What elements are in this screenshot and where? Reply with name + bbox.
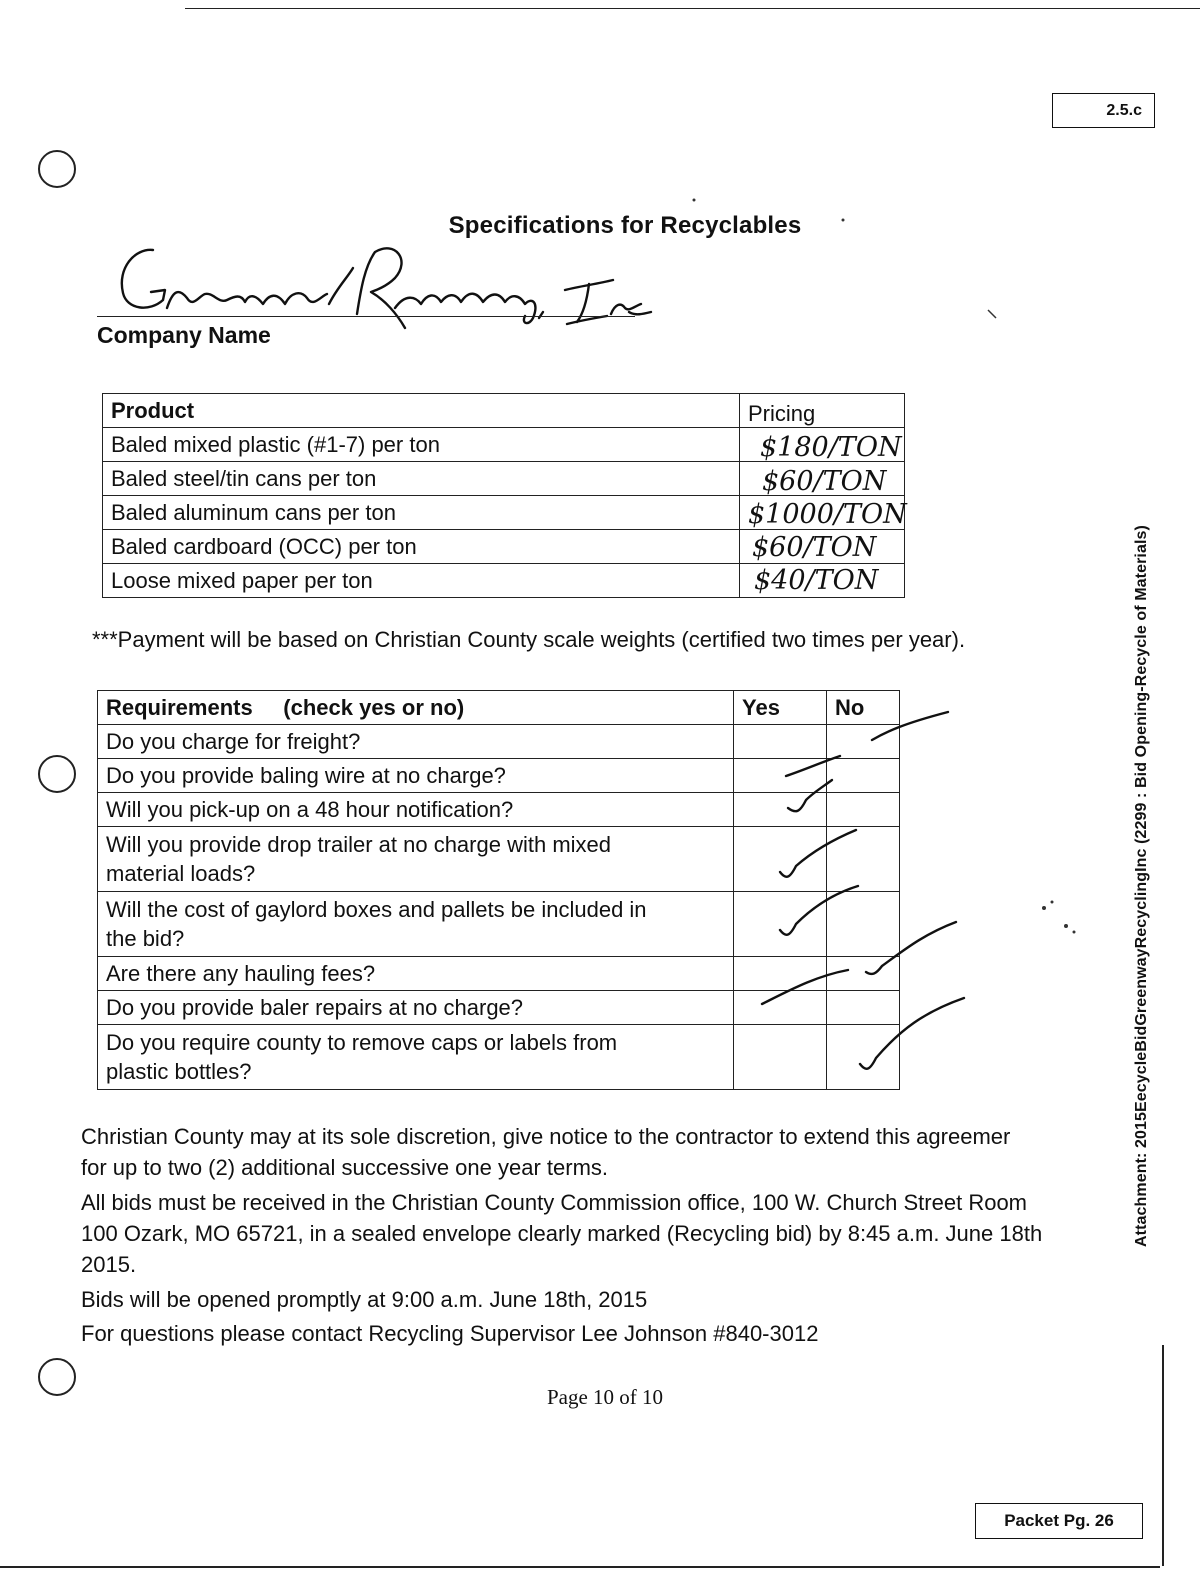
submission-instructions: All bids must be received in the Christian County Commission office, 100 W. Church Street Room — [81, 1190, 1027, 1215]
table-row — [98, 991, 900, 1025]
requirement-text — [98, 991, 734, 1025]
page-title: Specifications for Recyclables — [448, 212, 802, 239]
requirement-line: Do you provide baling wire at no charge? — [106, 762, 506, 788]
item-number-badge: 2.5.c — [1052, 93, 1155, 128]
attachment-sidebar-text: Attachment: 2015EecycleBidGreenwayRecyclingInc (2299 : Bid Opening-Recycle of Materials) — [1133, 525, 1150, 1247]
handwritten-price: $40/TON — [754, 565, 879, 596]
table-row — [103, 496, 905, 530]
handwritten-price: $1000/TON — [748, 499, 907, 530]
requirement-text — [98, 793, 734, 827]
yes-checkbox-cell[interactable] — [734, 1025, 827, 1090]
no-checkbox-cell[interactable] — [827, 991, 900, 1025]
company-name-line — [97, 316, 635, 317]
packet-page-badge: Packet Pg. 26 — [975, 1503, 1143, 1539]
table-row — [98, 793, 900, 827]
page-edge-top — [185, 8, 1200, 9]
requirement-text — [98, 827, 734, 892]
table-header-row — [98, 691, 900, 725]
requirement-text — [98, 957, 734, 991]
yes-checkbox-cell[interactable] — [734, 957, 827, 991]
table-row — [98, 957, 900, 991]
company-name-label: Company Name — [97, 322, 271, 348]
extension-clause-cont: for up to two (2) additional successive one year terms. — [81, 1155, 609, 1180]
no-checkbox-cell[interactable] — [827, 957, 900, 991]
page-number: Page 10 of 10 — [546, 1385, 664, 1409]
submission-year: 2015. — [81, 1252, 137, 1277]
requirement-line: Will the cost of gaylord boxes and pallets be included in — [106, 897, 647, 922]
no-checkbox-cell[interactable] — [827, 1025, 900, 1090]
requirement-line: Will you provide drop trailer at no charge with mixed — [106, 832, 612, 857]
bid-opening-note: Bids will be opened promptly at 9:00 a.m. June 18th, 2015 — [81, 1287, 648, 1312]
page-edge-right — [1162, 1345, 1164, 1566]
price-cell — [740, 462, 905, 496]
yes-checkbox-cell[interactable] — [734, 793, 827, 827]
no-checkbox-cell[interactable] — [827, 759, 900, 793]
extension-clause: Christian County may at its sole discretion, give notice to the contractor to extend this agreemer — [81, 1124, 1011, 1149]
no-header: No — [827, 691, 900, 725]
yes-checkbox-cell[interactable] — [734, 725, 827, 759]
requirement-line: Do you provide baler repairs at no charge? — [106, 994, 524, 1020]
requirement-line: plastic bottles? — [106, 1059, 252, 1084]
handwritten-price: $60/TON — [752, 532, 877, 563]
yes-header: Yes — [734, 691, 827, 725]
yes-checkbox-cell[interactable] — [734, 991, 827, 1025]
table-row — [98, 827, 900, 892]
yes-checkbox-cell[interactable] — [734, 759, 827, 793]
price-cell — [740, 530, 905, 564]
punch-hole-middle — [38, 755, 76, 793]
requirement-text — [98, 892, 734, 957]
product-cell: Baled aluminum cans per ton — [103, 496, 740, 530]
price-cell — [740, 428, 905, 462]
table-row — [98, 1025, 900, 1090]
requirement-line: Are there any hauling fees? — [106, 960, 376, 986]
requirement-line: the bid? — [106, 926, 185, 951]
table-header-row — [103, 394, 905, 428]
product-cell: Baled steel/tin cans per ton — [103, 462, 740, 496]
pricing-header: Pricing — [740, 394, 905, 428]
yes-checkbox-cell[interactable] — [734, 892, 827, 957]
table-row — [103, 462, 905, 496]
table-row — [98, 725, 900, 759]
product-pricing-table — [102, 393, 905, 598]
table-row — [103, 564, 905, 598]
payment-note: ***Payment will be based on Christian County scale weights (certified two times per year). — [92, 627, 966, 652]
requirement-line: Do you charge for freight? — [106, 728, 361, 754]
submission-instructions-cont: 100 Ozark, MO 65721, in a sealed envelope clearly marked (Recycling bid) by 8:45 a.m. June 18th — [81, 1221, 1043, 1246]
product-cell: Baled cardboard (OCC) per ton — [103, 530, 740, 564]
contact-note: For questions please contact Recycling Supervisor Lee Johnson #840-3012 — [81, 1321, 819, 1346]
no-checkbox-cell[interactable] — [827, 793, 900, 827]
price-cell — [740, 564, 905, 598]
no-checkbox-cell[interactable] — [827, 827, 900, 892]
requirement-line: material loads? — [106, 861, 256, 886]
handwritten-price: $180/TON — [760, 432, 902, 463]
requirement-text — [98, 759, 734, 793]
product-header: Product — [103, 394, 740, 428]
table-row — [98, 892, 900, 957]
product-cell: Loose mixed paper per ton — [103, 564, 740, 598]
price-cell — [740, 496, 905, 530]
requirements-table — [97, 690, 900, 1090]
table-row — [98, 759, 900, 793]
product-cell: Baled mixed plastic (#1-7) per ton — [103, 428, 740, 462]
table-row — [103, 530, 905, 564]
requirement-line: Will you pick-up on a 48 hour notification? — [106, 796, 514, 822]
requirement-text — [98, 1025, 734, 1090]
requirement-text — [98, 725, 734, 759]
requirement-line: Do you require county to remove caps or labels from — [106, 1030, 618, 1055]
no-checkbox-cell[interactable] — [827, 725, 900, 759]
page-edge-bottom — [0, 1566, 1160, 1568]
table-row — [103, 428, 905, 462]
requirements-header: Requirements (check yes or no) — [98, 691, 734, 725]
punch-hole-top — [38, 150, 76, 188]
yes-checkbox-cell[interactable] — [734, 827, 827, 892]
no-checkbox-cell[interactable] — [827, 892, 900, 957]
handwritten-price: $60/TON — [762, 466, 887, 497]
